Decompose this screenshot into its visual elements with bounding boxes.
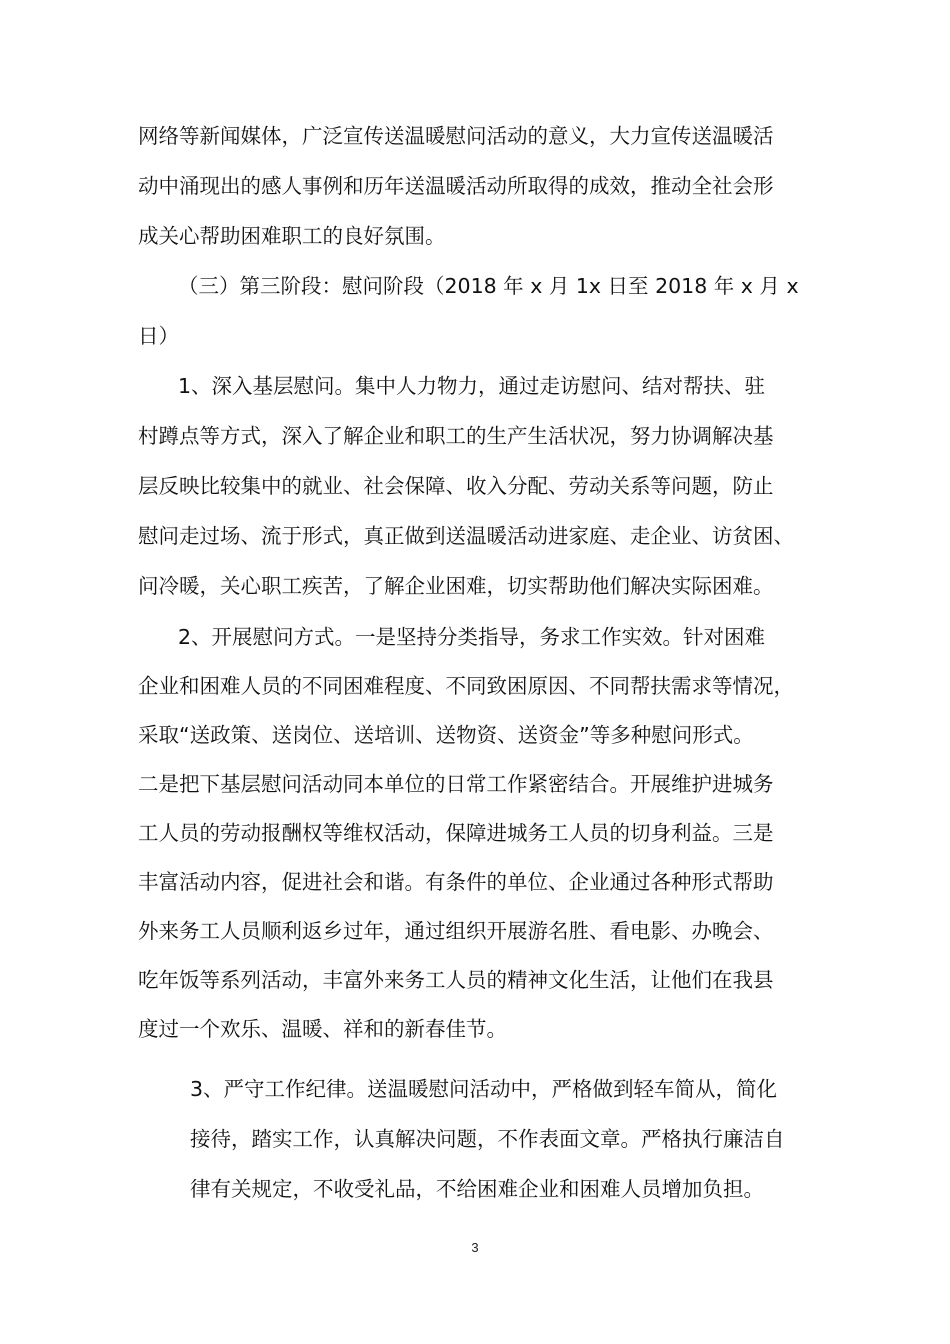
text-line: 接待，踏实工作，认真解决问题，不作表面文章。严格执行廉洁自: [190, 1127, 785, 1151]
text-line: 3、严守工作纪律。送温暖慰问活动中，严格做到轻车简从，简化: [190, 1077, 778, 1101]
text-line: 企业和困难人员的不同困难程度、不同致困原因、不同帮扶需求等情况，: [138, 674, 794, 698]
text-line: 二是把下基层慰问活动同本单位的日常工作紧密结合。开展维护进城务: [138, 772, 774, 796]
text-line: 吃年饭等系列活动，丰富外来务工人员的精神文化生活，让他们在我县: [138, 968, 774, 992]
text-line: 工人员的劳动报酬权等维权活动，保障进城务工人员的切身利益。三是: [138, 821, 774, 845]
text-line: 1、深入基层慰问。集中人力物力，通过走访慰问、结对帮扶、驻: [178, 374, 766, 398]
text-line: 丰富活动内容，促进社会和谐。有条件的单位、企业通过各种形式帮助: [138, 870, 774, 894]
text-line: 度过一个欢乐、温暖、祥和的新春佳节。: [138, 1017, 507, 1041]
page-number: 3: [471, 1240, 479, 1255]
text-line: 村蹲点等方式，深入了解企业和职工的生产生活状况，努力协调解决基: [138, 424, 774, 448]
section-heading: （三）第三阶段：慰问阶段（2018 年 x 月 1x 日至 2018 年 x 月 x: [178, 274, 799, 298]
text-line: 慰问走过场、流于形式，真正做到送温暖活动进家庭、走企业、访贫困、: [138, 524, 794, 548]
section-heading-continued: 日）: [138, 324, 179, 348]
text-line: 律有关规定，不收受礼品，不给困难企业和困难人员增加负担。: [190, 1177, 764, 1201]
text-line: 动中涌现出的感人事例和历年送温暖活动所取得的成效，推动全社会形: [138, 174, 774, 198]
text-line: 问冷暖，关心职工疾苦，了解企业困难，切实帮助他们解决实际困难。: [138, 574, 774, 598]
text-line: 成关心帮助困难职工的良好氛围。: [138, 224, 446, 248]
text-line: 网络等新闻媒体，广泛宣传送温暖慰问活动的意义，大力宣传送温暖活: [138, 124, 774, 148]
text-line: 外来务工人员顺利返乡过年，通过组织开展游名胜、看电影、办晚会、: [138, 919, 774, 943]
text-line: 2、开展慰问方式。一是坚持分类指导，务求工作实效。针对困难: [178, 625, 766, 649]
text-line: 采取“送政策、送岗位、送培训、送物资、送资金”等多种慰问形式。: [138, 723, 754, 747]
text-line: 层反映比较集中的就业、社会保障、收入分配、劳动关系等问题，防止: [138, 474, 774, 498]
